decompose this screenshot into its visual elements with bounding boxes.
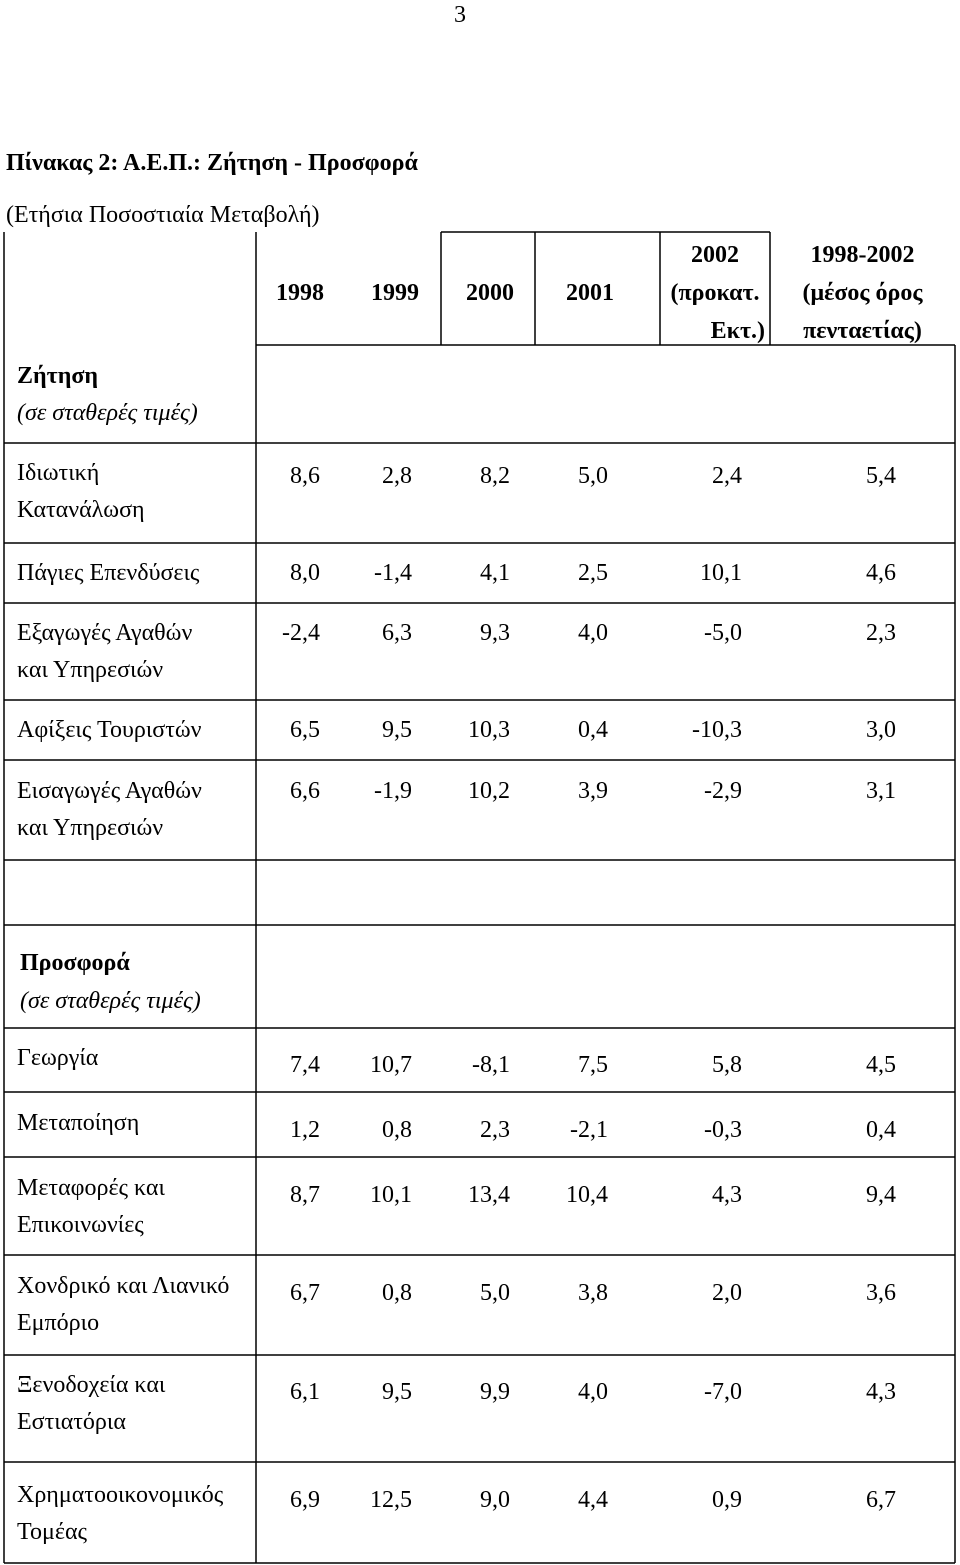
col-header-2002-line2: (προκατ.	[670, 280, 760, 306]
supply-row-label: Χρηματοοικονομικός	[17, 1482, 224, 1508]
demand-value-cell: 4,6	[866, 560, 896, 586]
demand-value-cell: 6,5	[290, 717, 320, 743]
demand-value-cell: -2,9	[704, 778, 742, 804]
demand-value-cell: 2,3	[866, 620, 896, 646]
demand-value-cell: 8,2	[480, 463, 510, 489]
demand-row-label: Εξαγωγές Αγαθών	[17, 620, 193, 646]
col-header-avg-line3: πενταετίας)	[803, 318, 922, 344]
table-subtitle: (Ετήσια Ποσοστιαία Μεταβολή)	[6, 202, 320, 228]
demand-value-cell: 10,3	[468, 717, 510, 743]
supply-value-cell: 8,7	[290, 1182, 320, 1208]
supply-value-cell: 7,4	[290, 1052, 320, 1078]
supply-value-cell: 0,8	[382, 1280, 412, 1306]
supply-value-cell: 7,5	[578, 1052, 608, 1078]
supply-value-cell: 9,9	[480, 1379, 510, 1405]
demand-value-cell: 8,0	[290, 560, 320, 586]
supply-value-cell: 3,8	[578, 1280, 608, 1306]
supply-value-cell: 6,9	[290, 1487, 320, 1513]
supply-value-cell: 4,4	[578, 1487, 608, 1513]
table-title: Πίνακας 2: Α.Ε.Π.: Ζήτηση - Προσφορά	[6, 150, 418, 176]
supply-value-cell: -8,1	[472, 1052, 510, 1078]
demand-value-cell: 2,4	[712, 463, 742, 489]
supply-value-cell: -2,1	[570, 1117, 608, 1143]
demand-row-label: Πάγιες Επενδύσεις	[17, 560, 200, 586]
demand-heading: Ζήτηση	[17, 363, 99, 389]
demand-value-cell: -1,4	[374, 560, 412, 586]
demand-value-cell: 5,4	[866, 463, 896, 489]
col-header-avg-line1: 1998-2002	[810, 242, 915, 268]
supply-value-cell: -7,0	[704, 1379, 742, 1405]
col-header-1999: 1999	[371, 280, 419, 306]
demand-value-cell: 2,5	[578, 560, 608, 586]
demand-heading-note: (σε σταθερές τιμές)	[17, 400, 198, 426]
col-header-1998: 1998	[276, 280, 324, 306]
demand-value-cell: 10,1	[700, 560, 742, 586]
demand-value-cell: 0,4	[578, 717, 608, 743]
demand-value-cell: 10,2	[468, 778, 510, 804]
col-header-2002-line3: Εκτ.)	[710, 318, 765, 344]
supply-value-cell: 10,1	[370, 1182, 412, 1208]
supply-value-cell: 4,3	[866, 1379, 896, 1405]
supply-value-cell: 12,5	[370, 1487, 412, 1513]
demand-value-cell: 3,1	[866, 778, 896, 804]
demand-value-cell: 9,5	[382, 717, 412, 743]
page-number: 3	[454, 2, 466, 28]
supply-value-cell: 10,7	[370, 1052, 412, 1078]
demand-value-cell: -5,0	[704, 620, 742, 646]
supply-heading: Προσφορά	[20, 950, 130, 976]
demand-value-cell: -2,4	[282, 620, 320, 646]
demand-value-cell: 3,9	[578, 778, 608, 804]
col-header-2001: 2001	[566, 280, 614, 306]
demand-value-cell: 2,8	[382, 463, 412, 489]
demand-value-cell: -10,3	[692, 717, 742, 743]
supply-value-cell: 6,7	[290, 1280, 320, 1306]
supply-value-cell: 2,3	[480, 1117, 510, 1143]
demand-row-label: Αφίξεις Τουριστών	[17, 717, 202, 743]
demand-value-cell: 4,0	[578, 620, 608, 646]
supply-row-label-cont: Εμπόριο	[17, 1310, 100, 1336]
supply-value-cell: -0,3	[704, 1117, 742, 1143]
supply-value-cell: 4,0	[578, 1379, 608, 1405]
supply-value-cell: 5,0	[480, 1280, 510, 1306]
supply-row-label: Ξενοδοχεία και	[17, 1372, 166, 1398]
col-header-avg-line2: (μέσος όρος	[802, 280, 923, 306]
supply-value-cell: 9,0	[480, 1487, 510, 1513]
supply-row-label: Μεταφορές και	[17, 1175, 165, 1201]
supply-value-cell: 2,0	[712, 1280, 742, 1306]
supply-value-cell: 0,4	[866, 1117, 896, 1143]
supply-value-cell: 6,7	[866, 1487, 896, 1513]
supply-row-label: Μεταποίηση	[17, 1110, 140, 1136]
supply-value-cell: 13,4	[468, 1182, 510, 1208]
demand-value-cell: 4,1	[480, 560, 510, 586]
demand-value-cell: -1,9	[374, 778, 412, 804]
demand-value-cell: 3,0	[866, 717, 896, 743]
supply-value-cell: 4,5	[866, 1052, 896, 1078]
supply-value-cell: 6,1	[290, 1379, 320, 1405]
demand-value-cell: 9,3	[480, 620, 510, 646]
demand-row-label-cont: και Υπηρεσιών	[17, 657, 164, 683]
demand-value-cell: 6,3	[382, 620, 412, 646]
supply-value-cell: 9,4	[866, 1182, 896, 1208]
demand-value-cell: 6,6	[290, 778, 320, 804]
supply-row-label-cont: Επικοινωνίες	[17, 1212, 144, 1238]
demand-row-label-cont: Κατανάλωση	[17, 497, 145, 523]
supply-row-label: Χονδρικό και Λιανικό	[17, 1273, 230, 1299]
demand-row-label: Εισαγωγές Αγαθών	[17, 778, 202, 804]
supply-value-cell: 10,4	[566, 1182, 608, 1208]
col-header-2000: 2000	[466, 280, 514, 306]
demand-value-cell: 5,0	[578, 463, 608, 489]
col-header-2002-line1: 2002	[691, 242, 739, 268]
demand-row-label-cont: και Υπηρεσιών	[17, 815, 164, 841]
supply-value-cell: 0,9	[712, 1487, 742, 1513]
supply-row-label-cont: Τομέας	[17, 1519, 88, 1545]
supply-value-cell: 4,3	[712, 1182, 742, 1208]
supply-value-cell: 0,8	[382, 1117, 412, 1143]
demand-row-label: Ιδιωτική	[17, 460, 100, 486]
demand-value-cell: 8,6	[290, 463, 320, 489]
supply-row-label-cont: Εστιατόρια	[17, 1409, 126, 1435]
supply-row-label: Γεωργία	[17, 1045, 99, 1071]
supply-value-cell: 5,8	[712, 1052, 742, 1078]
supply-value-cell: 1,2	[290, 1117, 320, 1143]
supply-value-cell: 3,6	[866, 1280, 896, 1306]
supply-value-cell: 9,5	[382, 1379, 412, 1405]
supply-heading-note: (σε σταθερές τιμές)	[20, 988, 201, 1014]
